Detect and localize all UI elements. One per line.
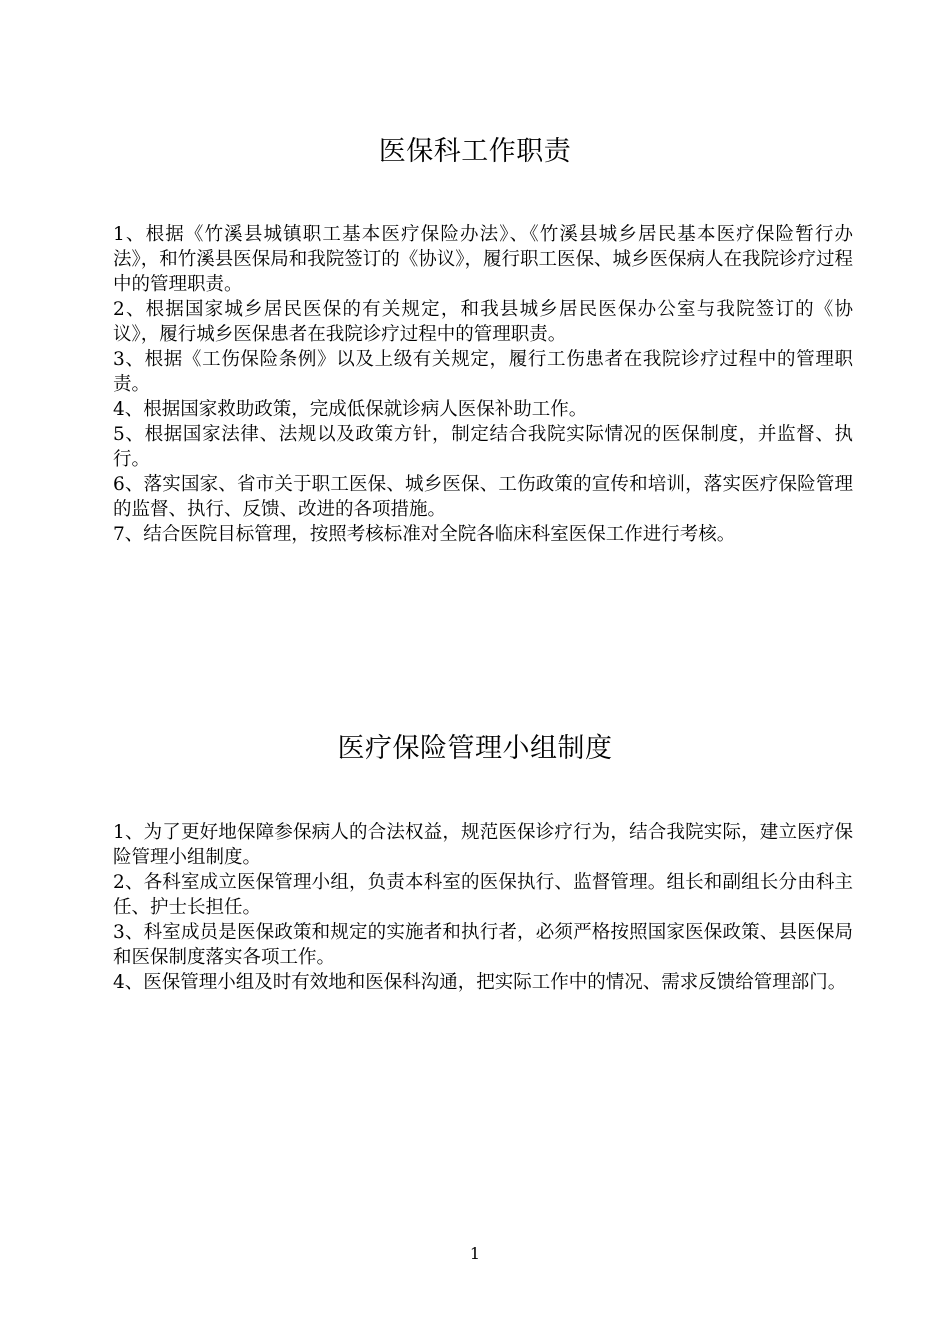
list-item: 4、医保管理小组及时有效地和医保科沟通，把实际工作中的情况、需求反馈给管理部门。 — [113, 972, 847, 993]
page-number: 1 — [469, 1244, 481, 1263]
list-item: 6、落实国家、省市关于职工医保、城乡医保、工伤政策的宣传和培训，落实医疗保险管理的监督、执行、反馈、改进的各项措施。 — [113, 474, 853, 520]
list-item: 3、科室成员是医保政策和规定的实施者和执行者，必须严格按照国家医保政策、县医保局和医保制度落实各项工作。 — [113, 922, 853, 968]
list-item: 2、根据国家城乡居民医保的有关规定，和我县城乡居民医保办公室与我院签订的《协议》，履行城乡医保患者在我院诊疗过程中的管理职责。 — [113, 299, 853, 345]
section-title-responsibilities: 医保科工作职责 — [378, 136, 572, 167]
management-group-list — [113, 820, 853, 995]
responsibilities-list — [113, 222, 853, 547]
list-item: 4、根据国家救助政策，完成低保就诊病人医保补助工作。 — [113, 399, 588, 420]
list-item: 1、为了更好地保障参保病人的合法权益，规范医保诊疗行为，结合我院实际，建立医疗保险管理小组制度。 — [113, 822, 853, 868]
list-item: 3、根据《工伤保险条例》以及上级有关规定，履行工伤患者在我院诊疗过程中的管理职责。 — [113, 349, 853, 395]
list-item: 1、根据《竹溪县城镇职工基本医疗保险办法》、《竹溪县城乡居民基本医疗保险暂行办法》，和竹溪县医保局和我院签订的《协议》，履行职工医保、城乡医保病人在我院诊疗过程中的管理职责。 — [113, 224, 854, 295]
list-item: 5、根据国家法律、法规以及政策方针，制定结合我院实际情况的医保制度，并监督、执行。 — [113, 424, 853, 470]
section-title-management-group: 医疗保险管理小组制度 — [337, 733, 613, 764]
list-item: 2、各科室成立医保管理小组，负责本科室的医保执行、监督管理。组长和副组长分由科主任、护士长担任。 — [113, 872, 853, 918]
list-item: 7、结合医院目标管理，按照考核标准对全院各临床科室医保工作进行考核。 — [113, 524, 736, 545]
